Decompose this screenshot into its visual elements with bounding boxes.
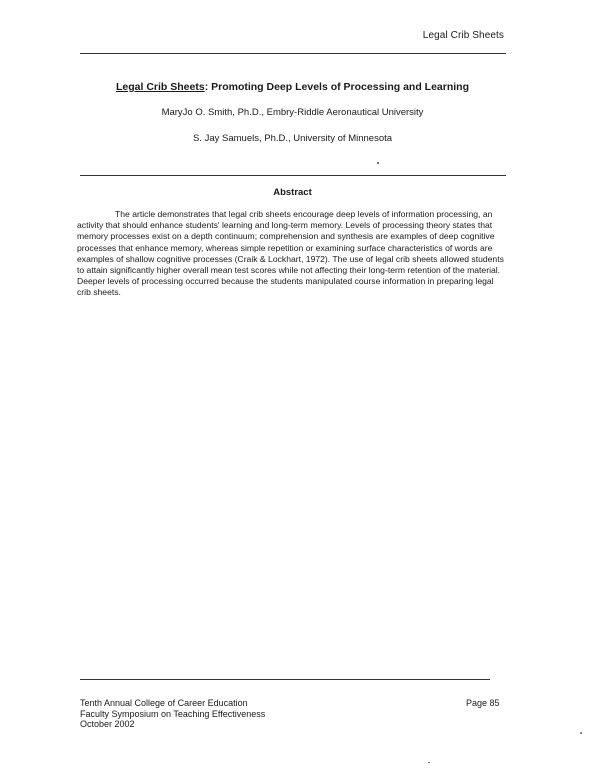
scan-speck [580, 732, 582, 734]
abstract-heading: Abstract [273, 187, 312, 198]
author-line-2: S. Jay Samuels, Ph.D., University of Minnesota [192, 133, 393, 144]
footer-line-1: Tenth Annual College of Career Education [80, 698, 248, 708]
page-number: Page 85 [466, 698, 500, 708]
footer-line-2: Faculty Symposium on Teaching Effectiveness [80, 708, 266, 719]
footer-conference-info [80, 698, 265, 730]
paper-title [0, 81, 585, 93]
header-divider [80, 53, 506, 54]
abstract-divider [80, 175, 506, 176]
scan-speck [377, 162, 379, 164]
paper-title-subtitle: : Promoting Deep Levels of Processing and Learning [204, 81, 469, 93]
scan-speck [428, 762, 430, 763]
paper-title-main: Legal Crib Sheets [115, 81, 205, 93]
footer-divider [80, 679, 490, 680]
footer-line-3: October 2002 [80, 719, 135, 729]
abstract-paragraph [77, 209, 507, 299]
running-header: Legal Crib Sheets [422, 30, 504, 41]
abstract-text: The article demonstrates that legal crib sheets encourage deep levels of information processing, an activity that should enhance students' learning and long-term memory. Levels of processing theory states that memory processes exist on a depth continuum; comprehension and synthesis are examples of deep cognitive processes that enhance memory, whereas simple repetition or examining surface characteristics of words are examples of shallow cognitive processes (Craik & Lockhart, 1972). The use of legal crib sheets allowed students to attain significantly higher overall mean test scores while not affecting their long-term retention of the material. Deeper levels of processing occurred because the students manipulated course information in preparing legal crib sheets. [77, 209, 504, 298]
author-line-1: MaryJo O. Smith, Ph.D., Embry-Riddle Aeronautical University [161, 107, 424, 118]
